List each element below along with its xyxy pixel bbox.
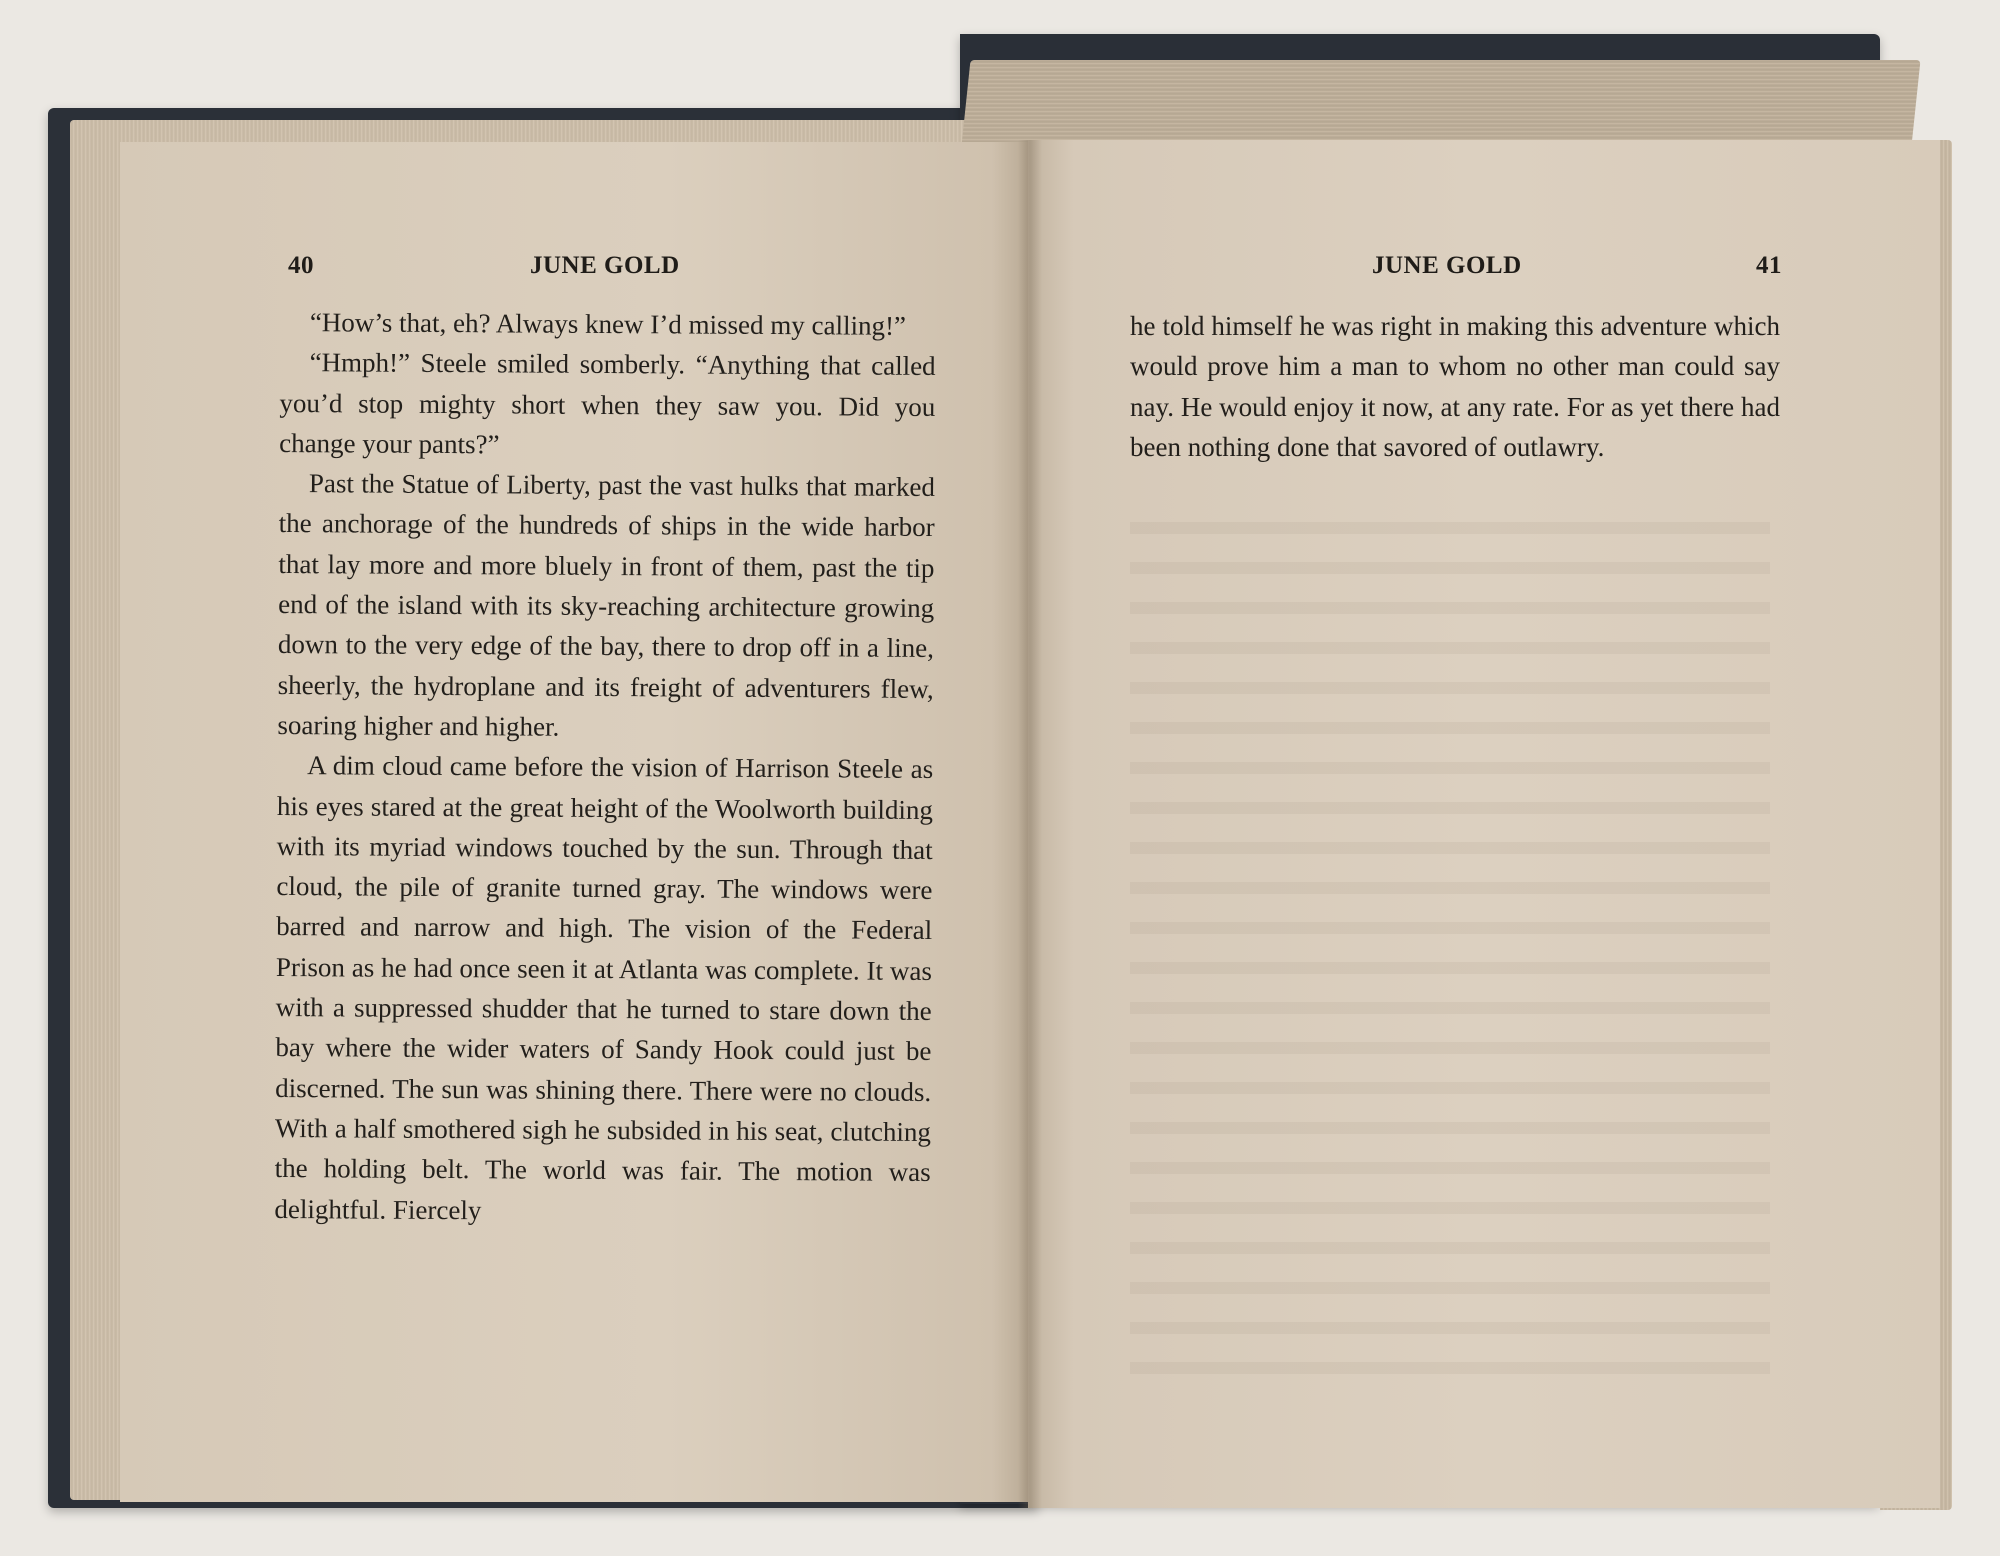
left-running-head: JUNE GOLD <box>530 252 680 279</box>
show-through-text <box>1130 500 1770 1380</box>
left-paragraph-2: “Hmph!” Steele smiled somberly. “Anything that called you’d stop mighty short when they saw you. Did you change your pants?” <box>279 347 936 460</box>
right-page-text <box>1130 306 1780 467</box>
left-page-text <box>274 302 936 1233</box>
book-gutter <box>1018 140 1042 1508</box>
right-running-head: JUNE GOLD <box>1372 252 1522 279</box>
left-paragraph-1: “How’s that, eh? Always knew I’d missed my calling!” <box>309 307 907 341</box>
right-page-number: 41 <box>1756 252 1782 279</box>
right-paragraph-1: he told himself he was right in making this adventure which would prove him a man to whom no other man could say nay. He would enjoy it now, at any rate. For as yet there had been nothing done that savored of outlawry. <box>1130 311 1780 462</box>
left-paragraph-3: Past the Statue of Liberty, past the vast hulks that marked the anchorage of the hundreds of ships in the wide harbor that lay more and more bluely in front of them, past the tip end of the island with its sky-reaching architecture growing down to the very edge of the bay, there to drop off in a line, sheerly, the hydroplane and its freight of adventurers flew, soaring higher and higher. <box>277 468 935 742</box>
left-page-number: 40 <box>288 252 314 279</box>
left-paragraph-4: A dim cloud came before the vision of Harrison Steele as his eyes stared at the great height of the Woolworth building with its myriad windows touched by the sun. Through that cloud, the pile of granite turned gray. The windows were barred and narrow and high. The vision of the Federal Prison as he had once seen it at Atlanta was complete. It was with a suppressed shudder that he turned to stare down the bay where the wider waters of Sandy Hook could just be discerned. The sun was shining there. There were no clouds. With a half smothered sigh he subsided in his seat, clutching the holding belt. The world was fair. The motion was delightful. Fiercely <box>274 750 934 1225</box>
